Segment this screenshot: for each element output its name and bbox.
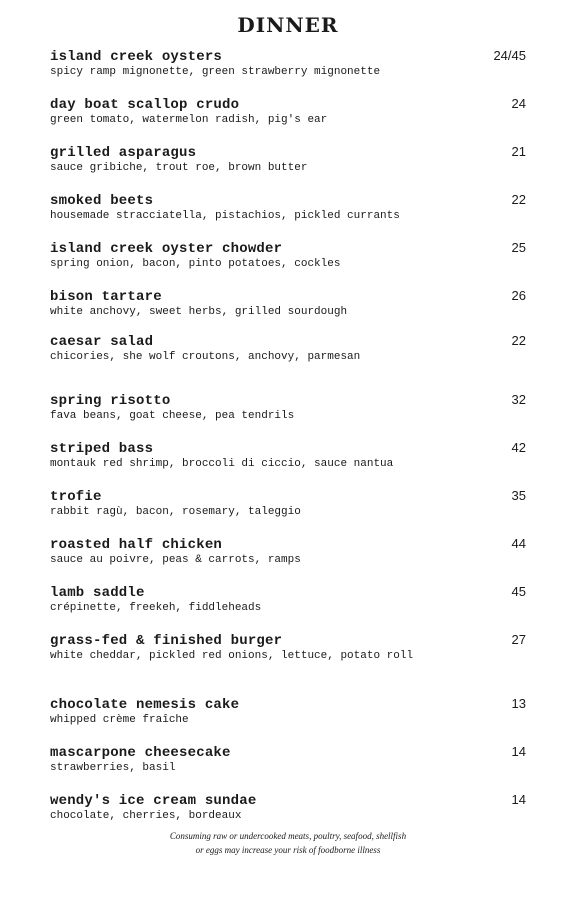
dish-description: spring onion, bacon, pinto potatoes, cockles	[50, 258, 341, 270]
disclaimer-line: or eggs may increase your risk of foodborne illness	[195, 845, 381, 855]
menu-item	[50, 144, 526, 174]
dish-name: island creek oyster chowder	[50, 241, 283, 257]
menu-item-row	[50, 536, 526, 553]
dish-name: chocolate nemesis cake	[50, 697, 240, 713]
dish-price: 24/45	[493, 48, 526, 63]
dish-description: chocolate, cherries, bordeaux	[50, 810, 242, 822]
food-safety-disclaimer	[0, 829, 576, 857]
menu-item	[50, 192, 526, 222]
dish-description: green tomato, watermelon radish, pig's ear	[50, 114, 328, 126]
disclaimer-line: Consuming raw or undercooked meats, poultry, seafood, shellfish	[169, 831, 407, 841]
menu-item-row	[50, 744, 526, 761]
dish-description: white anchovy, sweet herbs, grilled sourdough	[50, 306, 348, 318]
dish-name: grass-fed & finished burger	[50, 633, 283, 649]
dish-name: grilled asparagus	[50, 145, 197, 161]
menu-item	[50, 744, 526, 774]
menu-item	[50, 240, 526, 270]
menu-item	[50, 333, 526, 363]
dish-description: housemade stracciatella, pistachios, pickled currants	[50, 210, 400, 222]
dish-name: day boat scallop crudo	[50, 97, 240, 113]
menu-item-row	[50, 792, 526, 809]
menu-item	[50, 96, 526, 126]
menu-item	[50, 632, 526, 662]
dish-name: roasted half chicken	[50, 537, 223, 553]
dish-description: crépinette, freekeh, fiddleheads	[50, 602, 262, 614]
dish-name: mascarpone cheesecake	[50, 745, 231, 761]
menu-item	[50, 696, 526, 726]
menu-item-row	[50, 696, 526, 713]
dish-price: 14	[511, 744, 526, 759]
menu-item	[50, 288, 526, 318]
dish-price: 45	[511, 584, 526, 599]
menu-item	[50, 792, 526, 822]
menu-item-row	[50, 288, 526, 305]
dish-name: island creek oysters	[50, 49, 223, 65]
menu-item	[50, 48, 526, 78]
menu-item	[50, 536, 526, 566]
menu-item	[50, 488, 526, 518]
menu-item-row	[50, 440, 526, 457]
dish-description: sauce gribiche, trout roe, brown butter	[50, 162, 308, 174]
menu-item-row	[50, 48, 526, 65]
dish-description: fava beans, goat cheese, pea tendrils	[50, 410, 295, 422]
dish-name: lamb saddle	[50, 585, 145, 601]
menu-item	[50, 584, 526, 614]
dish-price: 32	[511, 392, 526, 407]
dish-price: 24	[511, 96, 526, 111]
dish-name: bison tartare	[50, 289, 162, 305]
dish-description: rabbit ragù, bacon, rosemary, taleggio	[50, 506, 301, 518]
menu-item-row	[50, 144, 526, 161]
dish-name: striped bass	[50, 441, 154, 457]
menu-item	[50, 440, 526, 470]
dish-description: whipped crème fraîche	[50, 714, 189, 726]
dish-name: caesar salad	[50, 334, 154, 350]
menu-item-row	[50, 488, 526, 505]
dish-price: 13	[511, 696, 526, 711]
menu-item-row	[50, 96, 526, 113]
menu-item-row	[50, 333, 526, 350]
dish-price: 44	[511, 536, 526, 551]
dish-price: 35	[511, 488, 526, 503]
menu-item	[50, 392, 526, 422]
dish-name: spring risotto	[50, 393, 171, 409]
menu-item-row	[50, 632, 526, 649]
menu-item-row	[50, 192, 526, 209]
dish-price: 21	[511, 144, 526, 159]
dish-description: sauce au poivre, peas & carrots, ramps	[50, 554, 301, 566]
dish-price: 14	[511, 792, 526, 807]
dish-description: white cheddar, pickled red onions, lettuce, potato roll	[50, 650, 414, 662]
menu-item-row	[50, 584, 526, 601]
dish-price: 22	[511, 192, 526, 207]
menu-title: DINNER	[237, 13, 339, 37]
dish-price: 27	[511, 632, 526, 647]
dish-price: 22	[511, 333, 526, 348]
dish-name: smoked beets	[50, 193, 154, 209]
menu-item-row	[50, 240, 526, 257]
dish-name: trofie	[50, 489, 102, 505]
dish-description: strawberries, basil	[50, 762, 176, 774]
dish-description: chicories, she wolf croutons, anchovy, parmesan	[50, 351, 361, 363]
dish-description: spicy ramp mignonette, green strawberry mignonette	[50, 66, 381, 78]
dish-price: 42	[511, 440, 526, 455]
dish-description: montauk red shrimp, broccoli di ciccio, sauce nantua	[50, 458, 394, 470]
menu-item-row	[50, 392, 526, 409]
dish-price: 25	[511, 240, 526, 255]
dish-price: 26	[511, 288, 526, 303]
dish-name: wendy's ice cream sundae	[50, 793, 257, 809]
